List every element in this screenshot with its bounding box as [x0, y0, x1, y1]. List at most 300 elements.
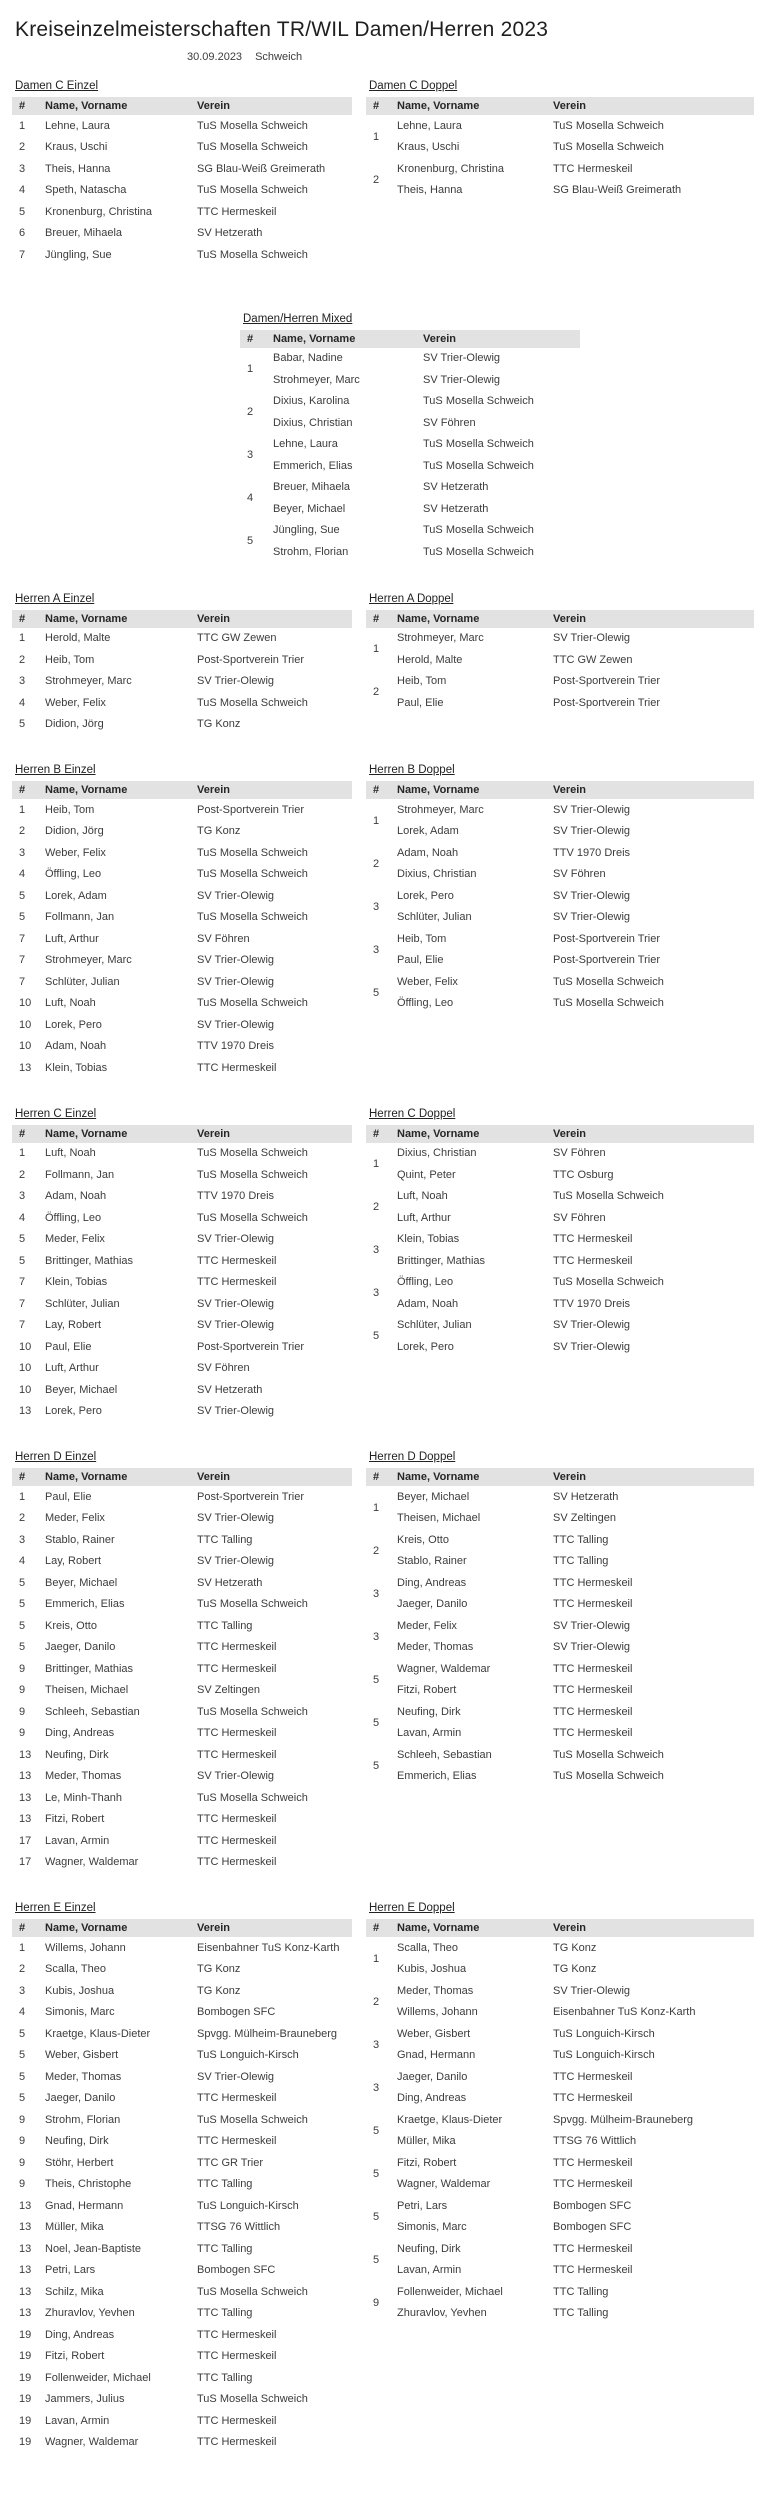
rank-column-header: # [12, 1919, 45, 1937]
result-row [12, 1766, 352, 1788]
rank-cell: 4 [19, 1555, 26, 1568]
rank-cell: 4 [19, 1211, 26, 1224]
result-row [12, 2195, 352, 2217]
section-herren-c-doppel [366, 1108, 754, 1358]
rank-cell: 1 [19, 1941, 26, 1954]
results-table [366, 610, 754, 714]
club-cell: Bombogen SFC [553, 2221, 632, 2234]
rank-cell: 10 [19, 1383, 32, 1396]
club-cell: TuS Longuich-Kirsch [553, 2027, 655, 2040]
result-row [12, 1164, 352, 1186]
name-cell: Neufing, Dirk [45, 1748, 109, 1761]
table-body [366, 799, 754, 1014]
rank-column-header: # [12, 1468, 45, 1486]
name-cell: Lavan, Armin [397, 1727, 462, 1740]
club-cell: SV Hetzerath [197, 227, 263, 240]
result-row [366, 2152, 754, 2174]
name-column-header: Name, Vorname [45, 1125, 197, 1143]
rank-cell: 5 [19, 205, 26, 218]
club-cell: TuS Mosella Schweich [197, 248, 308, 261]
section-title: Herren D Doppel [369, 1451, 456, 1463]
name-cell: Kraus, Uschi [397, 141, 460, 154]
club-cell: TuS Mosella Schweich [553, 1748, 664, 1761]
name-cell: Didion, Jörg [45, 718, 104, 731]
result-row [12, 1787, 352, 1809]
name-cell: Dixius, Karolina [273, 395, 350, 408]
name-cell: Emmerich, Elias [273, 459, 353, 472]
result-row [12, 1637, 352, 1659]
table-body [366, 628, 754, 714]
result-row [12, 2109, 352, 2131]
name-cell: Strohmeyer, Marc [273, 373, 360, 386]
club-cell: SV Hetzerath [553, 1490, 619, 1503]
result-row [366, 1336, 754, 1358]
result-row [366, 2002, 754, 2024]
name-cell: Jammers, Julius [45, 2393, 125, 2406]
club-cell: SG Blau-Weiß Greimerath [197, 162, 326, 175]
result-row [366, 628, 754, 650]
club-cell: SG Blau-Weiß Greimerath [553, 184, 682, 197]
name-cell: Kubis, Joshua [397, 1963, 467, 1976]
name-cell: Schlüter, Julian [397, 911, 472, 924]
club-cell: TuS Longuich-Kirsch [197, 2049, 299, 2062]
rank-cell: 1 [373, 130, 380, 143]
rank-cell: 9 [19, 1705, 26, 1718]
result-row [12, 1036, 352, 1058]
club-column-header: Verein [553, 781, 754, 799]
club-cell: SV Trier-Olewig [197, 1512, 275, 1525]
rank-cell: 5 [19, 2027, 26, 2040]
table-header [12, 1468, 352, 1486]
section-title: Damen/Herren Mixed [243, 312, 353, 325]
result-row [366, 928, 754, 950]
club-cell: TTV 1970 Dreis [197, 1190, 275, 1203]
rank-cell: 6 [19, 227, 26, 240]
club-cell: SV Trier-Olewig [423, 352, 501, 365]
result-row [12, 2324, 352, 2346]
name-cell: Willems, Johann [45, 1941, 126, 1954]
result-row [12, 201, 352, 223]
name-cell: Wagner, Waldemar [45, 1856, 139, 1869]
event-location: Schweich [255, 51, 303, 63]
club-cell: TTC Hermeskeil [553, 1576, 633, 1589]
rank-cell: 5 [19, 1576, 26, 1589]
result-row [12, 1852, 352, 1874]
name-cell: Neufing, Dirk [397, 1705, 461, 1718]
club-cell: Eisenbahner TuS Konz-Karth [197, 1941, 340, 1954]
club-cell: Spvgg. Mülheim-Brauneberg [553, 2113, 694, 2126]
results-table [366, 781, 754, 1014]
rank-cell: 3 [247, 449, 254, 461]
rank-cell: 10 [19, 1340, 32, 1353]
rank-cell: 7 [19, 975, 26, 988]
name-cell: Ding, Andreas [397, 2092, 467, 2105]
result-row [12, 2389, 352, 2411]
result-row [12, 1358, 352, 1380]
rank-cell: 5 [19, 2092, 26, 2105]
name-cell: Weber, Gisbert [45, 2049, 119, 2062]
name-cell: Dixius, Christian [273, 416, 353, 429]
club-cell: TTC Hermeskeil [197, 2328, 277, 2341]
club-cell: TTC Talling [553, 2307, 609, 2320]
result-row [366, 1937, 754, 1959]
name-cell: Brittinger, Mathias [45, 1662, 134, 1675]
name-cell: Weber, Gisbert [397, 2027, 471, 2040]
table-header [366, 97, 754, 115]
name-cell: Meder, Thomas [45, 1770, 122, 1783]
rank-cell: 7 [19, 1297, 26, 1310]
result-row [12, 950, 352, 972]
club-cell: TTC Talling [197, 2371, 253, 2384]
result-row [240, 369, 580, 391]
result-row [366, 993, 754, 1015]
club-cell: TTC GW Zewen [197, 632, 277, 645]
club-cell: Eisenbahner TuS Konz-Karth [553, 2006, 696, 2019]
club-cell: Bombogen SFC [197, 2264, 276, 2277]
name-column-header: Name, Vorname [45, 1919, 197, 1937]
results-table [366, 97, 754, 201]
club-cell: TuS Mosella Schweich [553, 141, 664, 154]
rank-cell: 5 [373, 1673, 380, 1686]
name-cell: Öffling, Leo [45, 1211, 102, 1224]
club-cell: SV Trier-Olewig [197, 1555, 275, 1568]
rank-cell: 1 [19, 803, 26, 816]
name-cell: Lorek, Pero [397, 1340, 454, 1353]
rank-cell: 9 [373, 2296, 380, 2309]
name-cell: Kraus, Uschi [45, 141, 108, 154]
rank-cell: 2 [19, 1512, 26, 1525]
results-table [366, 1919, 754, 2324]
result-row [12, 2217, 352, 2239]
name-cell: Kronenburg, Christina [45, 205, 153, 218]
result-row [12, 1057, 352, 1079]
club-cell: SV Zeltingen [553, 1512, 616, 1525]
rank-cell: 1 [19, 632, 26, 645]
name-cell: Heib, Tom [45, 653, 95, 666]
name-cell: Paul, Elie [45, 1490, 92, 1503]
club-cell: Bombogen SFC [553, 2199, 632, 2212]
name-cell: Follenweider, Michael [45, 2371, 151, 2384]
rank-cell: 13 [19, 1770, 32, 1783]
rank-cell: 2 [19, 1963, 26, 1976]
rank-cell: 9 [19, 2135, 26, 2148]
rank-cell: 13 [19, 2264, 32, 2277]
table-body [12, 1937, 352, 2453]
name-column-header: Name, Vorname [45, 97, 197, 115]
result-row [240, 455, 580, 477]
club-cell: TTC Osburg [553, 1168, 614, 1181]
name-cell: Jüngling, Sue [45, 248, 112, 261]
club-column-header: Verein [553, 1468, 754, 1486]
result-row [366, 2260, 754, 2282]
club-cell: TuS Mosella Schweich [197, 1598, 308, 1611]
section-title: Herren A Doppel [369, 592, 454, 605]
name-cell: Adam, Noah [45, 1040, 107, 1053]
club-cell: SV Föhren [553, 1147, 606, 1160]
section-herren-c-einzel [12, 1108, 352, 1423]
rank-cell: 5 [19, 911, 26, 924]
club-cell: TTC Hermeskeil [553, 2092, 633, 2105]
rank-cell: 2 [247, 406, 254, 418]
name-cell: Klein, Tobias [45, 1061, 108, 1074]
result-row [12, 1959, 352, 1981]
rank-cell: 4 [247, 492, 254, 504]
rank-cell: 5 [19, 1641, 26, 1654]
name-cell: Fitzi, Robert [45, 2350, 105, 2363]
name-cell: Petri, Lars [397, 2199, 448, 2212]
rank-cell: 5 [19, 2070, 26, 2083]
name-cell: Kraetge, Klaus-Dieter [397, 2113, 503, 2126]
club-cell: TG Konz [553, 1963, 597, 1976]
name-cell: Lorek, Adam [397, 825, 459, 838]
rank-column-header: # [366, 1468, 397, 1486]
result-row [366, 1207, 754, 1229]
result-row [12, 1207, 352, 1229]
club-cell: SV Trier-Olewig [197, 2070, 275, 2083]
name-cell: Scalla, Theo [397, 1941, 458, 1954]
club-cell: TTC Hermeskeil [553, 1233, 633, 1246]
club-cell: TuS Mosella Schweich [423, 545, 534, 558]
rank-cell: 9 [19, 2113, 26, 2126]
name-column-header: Name, Vorname [397, 1125, 553, 1143]
name-cell: Ding, Andreas [45, 2328, 115, 2341]
result-row [12, 1809, 352, 1831]
club-cell: TTC Talling [197, 2307, 253, 2320]
name-cell: Meder, Felix [45, 1512, 105, 1525]
rank-cell: 5 [19, 2049, 26, 2062]
table-body [12, 115, 352, 266]
result-row [366, 2045, 754, 2067]
name-cell: Lavan, Armin [45, 2414, 110, 2427]
result-row [12, 1701, 352, 1723]
result-row [12, 137, 352, 159]
name-cell: Beyer, Michael [397, 1490, 470, 1503]
rank-cell: 1 [373, 1501, 380, 1514]
results-table [12, 610, 352, 736]
name-cell: Öffling, Leo [45, 868, 102, 881]
section-herren-d-doppel [366, 1451, 754, 1787]
club-column-header: Verein [197, 1468, 352, 1486]
result-row [366, 692, 754, 714]
result-row [12, 2367, 352, 2389]
name-cell: Herold, Malte [45, 632, 111, 645]
section-title: Herren B Einzel [15, 764, 96, 776]
name-cell: Paul, Elie [397, 696, 444, 709]
club-cell: SV Trier-Olewig [553, 825, 631, 838]
club-cell: TTC Hermeskeil [553, 1705, 633, 1718]
club-cell: TuS Mosella Schweich [197, 696, 308, 709]
name-column-header: Name, Vorname [45, 781, 197, 799]
name-cell: Theis, Hanna [45, 162, 111, 175]
club-cell: TTV 1970 Dreis [553, 1297, 631, 1310]
club-cell: SV Trier-Olewig [553, 632, 631, 645]
name-cell: Jaeger, Danilo [397, 1598, 468, 1611]
result-row [12, 2023, 352, 2045]
name-cell: Meder, Thomas [45, 2070, 122, 2083]
rank-cell: 19 [19, 2371, 32, 2384]
club-cell: TTC Hermeskeil [553, 2070, 633, 2083]
result-row [12, 2131, 352, 2153]
name-cell: Wagner, Waldemar [397, 2178, 491, 2191]
name-cell: Öffling, Leo [397, 997, 454, 1010]
result-row [12, 1336, 352, 1358]
table-body [366, 115, 754, 201]
rank-cell: 9 [19, 1662, 26, 1675]
name-cell: Adam, Noah [397, 846, 459, 859]
name-cell: Schlüter, Julian [397, 1319, 472, 1332]
table-body [12, 628, 352, 736]
section-title: Herren C Doppel [369, 1107, 456, 1120]
rank-cell: 3 [19, 162, 26, 175]
result-row [12, 1315, 352, 1337]
result-row [366, 1658, 754, 1680]
result-row [366, 799, 754, 821]
section-herren-b-doppel [366, 764, 754, 1014]
header-row [12, 1468, 352, 1486]
club-cell: TTSG 76 Wittlich [553, 2135, 637, 2148]
rank-cell: 7 [19, 248, 26, 261]
name-cell: Follenweider, Michael [397, 2285, 503, 2298]
club-cell: TTC Hermeskeil [553, 162, 633, 175]
result-row [366, 1701, 754, 1723]
club-cell: TTC Hermeskeil [197, 1727, 277, 1740]
club-cell: TTC Hermeskeil [197, 205, 277, 218]
rank-cell: 13 [19, 2199, 32, 2212]
results-table [12, 1125, 352, 1423]
rank-cell: 2 [19, 141, 26, 154]
club-cell: TTC Talling [197, 1533, 253, 1546]
rank-cell: 5 [373, 1716, 380, 1729]
rank-cell: 4 [19, 184, 26, 197]
club-cell: TG Konz [197, 1984, 241, 1997]
rank-column-header: # [366, 97, 397, 115]
result-row [12, 1744, 352, 1766]
club-cell: SV Trier-Olewig [197, 975, 275, 988]
result-row [12, 1658, 352, 1680]
club-cell: TTC Hermeskeil [197, 1748, 277, 1761]
club-column-header: Verein [197, 1919, 352, 1937]
table-header [12, 97, 352, 115]
club-cell: TG Konz [553, 1941, 597, 1954]
rank-cell: 13 [19, 1061, 32, 1074]
result-row [12, 692, 352, 714]
name-cell: Weber, Felix [397, 975, 458, 988]
result-row [366, 1766, 754, 1788]
table-body [366, 1143, 754, 1358]
club-cell: TuS Longuich-Kirsch [553, 2049, 655, 2062]
name-cell: Adam, Noah [397, 1297, 459, 1310]
result-row [12, 1379, 352, 1401]
header-row [12, 97, 352, 115]
name-cell: Speth, Natascha [45, 184, 127, 197]
results-table [366, 1468, 754, 1787]
result-row [12, 1830, 352, 1852]
result-row [12, 1014, 352, 1036]
name-cell: Noel, Jean-Baptiste [45, 2242, 141, 2255]
name-cell: Lorek, Pero [45, 1018, 102, 1031]
name-cell: Strohmeyer, Marc [397, 803, 484, 816]
club-cell: TuS Mosella Schweich [197, 184, 308, 197]
club-cell: SV Zeltingen [197, 1684, 260, 1697]
result-row [366, 1486, 754, 1508]
header-row [366, 1919, 754, 1937]
rank-cell: 17 [19, 1856, 32, 1869]
name-cell: Kubis, Joshua [45, 1984, 115, 1997]
results-table [366, 1125, 754, 1358]
name-column-header: Name, Vorname [397, 610, 553, 628]
result-row [240, 541, 580, 563]
club-cell: TTC Hermeskeil [553, 2178, 633, 2191]
club-cell: TuS Mosella Schweich [553, 997, 664, 1010]
sections-container [0, 80, 760, 2453]
rank-cell: 2 [373, 686, 380, 698]
club-column-header: Verein [553, 1919, 754, 1937]
club-cell: TTC GR Trier [197, 2156, 263, 2169]
rank-cell: 5 [373, 2253, 380, 2266]
header-row [12, 781, 352, 799]
club-cell: Post-Sportverein Trier [553, 932, 660, 945]
rank-cell: 1 [19, 119, 26, 132]
club-cell: TTC Hermeskeil [197, 2092, 277, 2105]
result-row [366, 2174, 754, 2196]
result-row [12, 1272, 352, 1294]
club-cell: TuS Mosella Schweich [197, 1705, 308, 1718]
rank-cell: 2 [373, 1995, 380, 2008]
rank-cell: 2 [373, 857, 380, 870]
section-title: Herren A Einzel [15, 592, 95, 605]
rank-cell: 2 [373, 1201, 380, 1213]
rank-column-header: # [12, 1125, 45, 1143]
club-cell: SV Trier-Olewig [553, 1319, 631, 1332]
club-cell: TTC Hermeskeil [197, 1662, 277, 1675]
rank-cell: 3 [19, 846, 26, 859]
club-cell: TuS Mosella Schweich [197, 2285, 308, 2298]
result-row [366, 1723, 754, 1745]
club-cell: SV Trier-Olewig [197, 889, 275, 902]
name-cell: Luft, Arthur [397, 1211, 451, 1224]
result-row [12, 1143, 352, 1165]
name-cell: Heib, Tom [45, 803, 95, 816]
result-row [12, 2174, 352, 2196]
name-cell: Müller, Mika [45, 2221, 104, 2234]
club-cell: Post-Sportverein Trier [553, 675, 660, 688]
name-cell: Le, Minh-Thanh [45, 1791, 123, 1804]
rank-cell: 3 [373, 900, 380, 913]
club-cell: TuS Mosella Schweich [553, 1190, 664, 1203]
header-row [12, 1125, 352, 1143]
result-row [366, 907, 754, 929]
club-cell: TTC Hermeskeil [197, 1276, 277, 1289]
result-row [366, 671, 754, 693]
rank-cell: 9 [19, 2178, 26, 2191]
name-cell: Dixius, Christian [397, 868, 477, 881]
rank-cell: 5 [19, 718, 26, 731]
name-cell: Theis, Christophe [45, 2178, 132, 2191]
club-cell: TuS Mosella Schweich [197, 141, 308, 154]
rank-column-header: # [12, 610, 45, 628]
club-cell: SV Hetzerath [423, 502, 489, 515]
result-row [12, 1186, 352, 1208]
table-header [366, 1125, 754, 1143]
result-row [366, 2023, 754, 2045]
result-row [240, 412, 580, 434]
result-row [12, 2410, 352, 2432]
name-cell: Strohm, Florian [45, 2113, 121, 2126]
name-cell: Ding, Andreas [397, 1576, 467, 1589]
club-cell: SV Trier-Olewig [197, 1297, 275, 1310]
club-cell: TTC Talling [197, 1619, 253, 1632]
result-row [366, 115, 754, 137]
